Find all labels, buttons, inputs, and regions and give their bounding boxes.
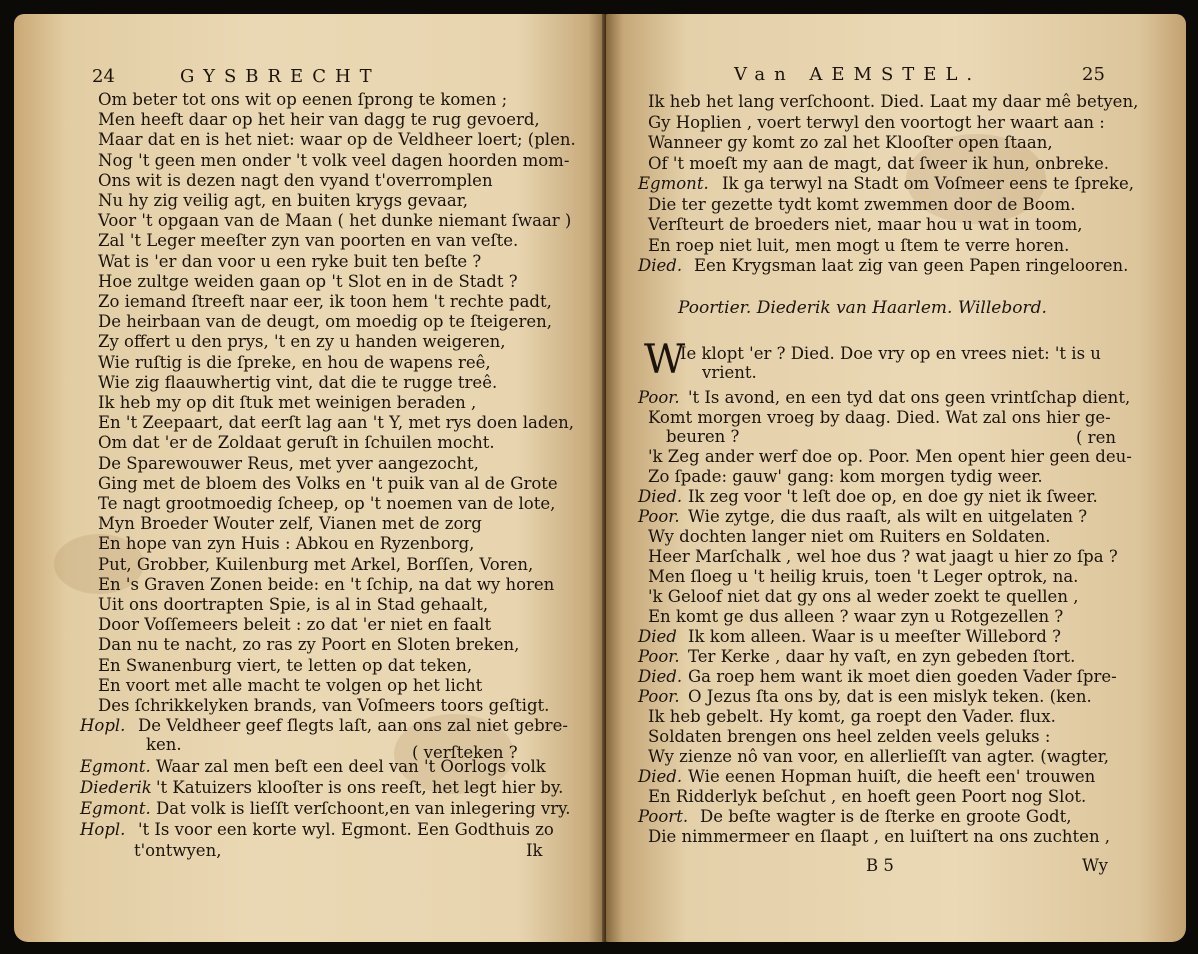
verse-line: 'k Geloof niet dat gy ons al weder zoekt te quellen , xyxy=(648,587,1079,606)
speaker-name: Egmont. xyxy=(80,799,151,819)
speaker-name: Died. xyxy=(638,487,683,506)
page-number-left: 24 xyxy=(92,66,115,87)
catchword: Ik xyxy=(526,841,543,861)
verse-line: Komt morgen vroeg by daag. Died. Wat zal ons hier ge- xyxy=(648,408,1111,427)
verse-line: 't Katuizers klooſter is ons reeſt, het legt hier by. xyxy=(156,778,564,798)
verse-line: 't Is voor een korte wyl. Egmont. Een Godthuis zo xyxy=(138,820,554,840)
verse-line: Ik kom alleen. Waar is u meeſter Willebord ? xyxy=(688,627,1061,646)
speaker-name: Poor. xyxy=(638,647,680,666)
verse-line: Die nimmermeer en ſlaapt , en luiſtert na ons zuchten , xyxy=(648,827,1111,846)
verse-line: Gy Hoplien , voert terwyl den voortogt her waart aan : xyxy=(648,112,1105,132)
speaker-name: Egmont. xyxy=(638,174,709,193)
verse-line: En Swanenburg viert, te letten op dat teken, xyxy=(98,655,473,675)
verse-line: Myn Broeder Wouter zelf, Vianen met de zorg xyxy=(98,514,482,534)
speaker-name: Poor. xyxy=(638,388,680,407)
verse-line: Maar dat en is het niet: waar op de Veldheer loert; (plen. xyxy=(98,130,576,150)
verse-line: Zy offert u den prys, 't en zy u handen weigeren, xyxy=(98,332,506,352)
verse-line: Om dat 'er de Zoldaat geruſt in ſchuilen mocht. xyxy=(98,433,495,453)
verse-line: Ter Kerke , daar hy vaſt, en zyn gebeden ſtort. xyxy=(688,647,1076,666)
verse-line: De Sparewouwer Reus, met yver aangezocht, xyxy=(98,453,479,473)
verse-line: Ga roep hem want ik moet dien goeden Vader ſpre- xyxy=(688,667,1117,686)
verse-line: Te nagt grootmoedig ſcheep, op 't noemen van de lote, xyxy=(98,494,556,513)
verse-line: Nu hy zig veilig agt, en buiten krygs gevaar, xyxy=(98,191,469,210)
open-book xyxy=(14,14,1186,942)
verse-line: Hoe zultge weiden gaan op 't Slot en in de Stadt ? xyxy=(98,271,518,291)
signature-mark: B 5 xyxy=(866,856,894,875)
verse-line: De Veldheer geef ſlegts laſt, aan ons zal niet gebre- xyxy=(138,716,568,736)
verse-line: Dan nu te nacht, zo ras zy Poort en Sloten breken, xyxy=(98,635,520,655)
speaker-name: Egmont. xyxy=(80,757,151,777)
verse-line: ( verſteken ? xyxy=(412,743,518,763)
verse-line: Des ſchrikkelyken brands, van Voſmeers toors geſtigt. xyxy=(98,696,550,715)
verse-line: Ik ga terwyl na Stadt om Voſmeer eens te ſpreke, xyxy=(722,174,1134,193)
verse-line: En Ridderlyk beſchut , en hoeft geen Poort nog Slot. xyxy=(648,787,1087,806)
verse-line: Door Voſſemeers beleit : zo dat 'er niet en faalt xyxy=(98,615,492,635)
verse-line: Wy dochten langer niet om Ruiters en Soldaten. xyxy=(648,527,1051,546)
verse-line: Nog 't geen men onder 't volk veel dagen hoorden mom- xyxy=(98,150,570,170)
verse-line: De heirbaan van de deugt, om moedig op te ſteigeren, xyxy=(98,312,552,332)
verse-line: vrient. xyxy=(702,363,757,382)
verse-line: En voort met alle macht te volgen op het licht xyxy=(98,675,483,695)
verse-line: Wie zig flaauwhertig vint, dat die te rugge treê. xyxy=(98,372,498,392)
verse-line: O Jezus ſta ons by, dat is een mislyk teken. (ken. xyxy=(688,687,1092,706)
speaker-name: Poort. xyxy=(638,807,689,826)
speaker-name: Hopl. xyxy=(80,716,126,736)
verse-line: Zal 't Leger meeſter zyn van poorten en van veſte. xyxy=(98,231,519,251)
verse-line: Om beter tot ons wit op eenen ſprong te komen ; xyxy=(98,90,508,109)
verse-line: Ik zeg voor 't leſt doe op, en doe gy niet ik ſweer. xyxy=(688,487,1098,506)
verse-line: Voor 't opgaan van de Maan ( het dunke niemant ſwaar ) xyxy=(98,211,572,231)
verse-line: En roep niet luit, men mogt u ſtem te verre horen. xyxy=(648,235,1070,255)
verse-line: Waar zal men beſt een deel van 't Oorlogs volk xyxy=(156,757,546,777)
verse-line: Wie ruſtig is die ſpreke, en hou de wapens reê, xyxy=(98,352,491,372)
verse-line: beuren ? xyxy=(666,427,740,446)
verse-line: Een Krygsman laat zig van geen Papen ringelooren. xyxy=(694,256,1129,275)
verse-line: Zo iemand ſtreeft naar eer, ik toon hem 't rechte padt, xyxy=(98,292,552,311)
verse-line: Wy zienze nô van voor, en allerlieſſt van agter. (wagter, xyxy=(648,747,1109,766)
verse-line: ken. xyxy=(146,735,182,755)
verse-line: En hope van zyn Huis : Abkou en Ryzenborg, xyxy=(98,534,475,554)
verse-line: 't Is avond, en een tyd dat ons geen vrintſchap dient, xyxy=(688,388,1131,407)
verse-line: t'ontwyen, xyxy=(134,841,222,861)
speaker-name: Hopl. xyxy=(80,820,126,840)
scene-heading: Poortier. Diederik van Haarlem. Willebord. xyxy=(678,298,1047,318)
verse-line: Of 't moeſt my aan de magt, dat ſweer ik hun, onbreke. xyxy=(648,153,1109,173)
drop-cap: W xyxy=(644,337,686,383)
verse-line: En komt ge dus alleen ? waar zyn u Rotgezellen ? xyxy=(648,607,1064,626)
verse-line: Ik heb het lang verſchoont. Died. Laat my daar mê betyen, xyxy=(648,92,1139,111)
page-number-right: 25 xyxy=(1082,64,1105,85)
speaker-name: Poor. xyxy=(638,507,680,526)
verse-line: En 't Zeepaart, dat eerſt lag aan 't Y, met rys doen laden, xyxy=(98,413,575,433)
verse-line: Wie eenen Hopman huiſt, die heeft een' trouwen xyxy=(688,767,1096,786)
speaker-name: Died. xyxy=(638,256,683,275)
verse-line: Ik heb gebelt. Hy komt, ga roept den Vader. flux. xyxy=(648,707,1056,726)
verse-line: Wat is 'er dan voor u een ryke buit ten beſte ? xyxy=(98,251,482,271)
left-page xyxy=(14,14,606,942)
verse-line: Ik heb my op dit ſtuk met weinigen beraden , xyxy=(98,393,477,412)
verse-line: Verſteurt de broeders niet, maar hou u wat in toom, xyxy=(648,215,1083,234)
verse-line: Put, Grobber, Kuilenburg met Arkel, Borſſen, Voren, xyxy=(98,554,534,574)
verse-line: Ging met de bloem des Volks en 't puik van al de Grote xyxy=(98,473,558,493)
verse-line: Soldaten brengen ons heel zelden veels geluks : xyxy=(648,727,1051,746)
verse-line: Dat volk is lieſſt verſchoont,en van inlegering vry. xyxy=(156,799,571,819)
verse-line: 'k Zeg ander werf doe op. Poor. Men opent hier geen deu- xyxy=(648,447,1132,466)
speaker-name: Died. xyxy=(638,767,683,786)
verse-line: Uit ons doortrapten Spie, is al in Stad gehaalt, xyxy=(98,595,489,614)
right-page xyxy=(606,14,1186,942)
verse-line: Men heeft daar op het heir van dagg te rug gevoerd, xyxy=(98,110,540,130)
verse-line: Men ſloeg u 't heilig kruis, toen 't Leger optrok, na. xyxy=(648,567,1079,586)
running-head-left: GYSBRECHT xyxy=(180,66,381,87)
running-head-right: Van AEMSTEL. xyxy=(734,64,982,85)
verse-line: Die ter gezette tydt komt zwemmen door de Boom. xyxy=(648,194,1076,214)
verse-line: Wie zytge, die dus raaſt, als wilt en uitgelaten ? xyxy=(688,507,1088,526)
speaker-name: Died. xyxy=(638,667,683,686)
speaker-name: Poor. xyxy=(638,687,680,706)
verse-line: Heer Marſchalk , wel hoe dus ? wat jaagt u hier zo ſpa ? xyxy=(648,547,1118,566)
catchword: Wy xyxy=(1082,856,1108,875)
verse-line: Ons wit is dezen nagt den vyand t'overromplen xyxy=(98,170,493,190)
verse-line: ( ren xyxy=(1076,428,1116,447)
verse-line: De beſte wagter is de ſterke en groote Godt, xyxy=(700,807,1072,826)
speaker-name: Diederik xyxy=(80,778,152,798)
verse-line: En 's Graven Zonen beide: en 't ſchip, na dat wy horen xyxy=(98,574,555,594)
speaker-name: Died xyxy=(638,627,677,646)
verse-line: Wanneer gy komt zo zal het Klooſter open ſtaan, xyxy=(648,133,1053,152)
verse-line: Zo ſpade: gauw' gang: kom morgen tydig weer. xyxy=(648,467,1043,486)
verse-line: Ie klopt 'er ? Died. Doe vry op en vrees niet: 't is u xyxy=(680,344,1101,363)
